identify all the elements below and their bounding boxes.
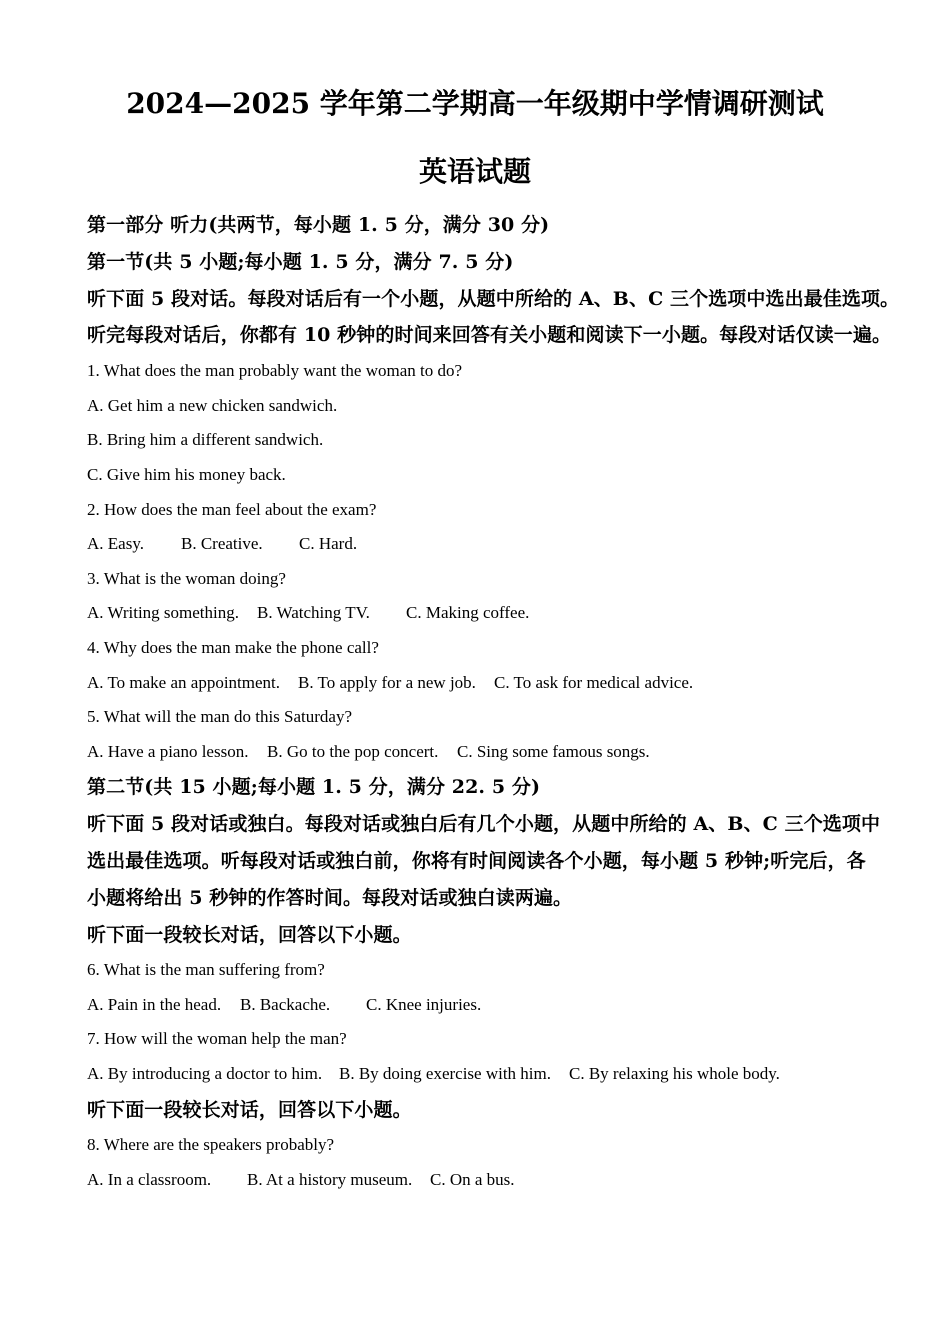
option: B. Bring him a different sandwich. [87,430,324,450]
option: B. By doing exercise with him. [339,1064,552,1084]
option: A. Get him a new chicken sandwich. [87,395,338,415]
option: A. Writing something. [87,603,239,623]
dialogue-intro: 听下面一段较长对话，回答以下小题。 [87,923,412,946]
options-row [87,527,887,562]
option: A. Pain in the head. [87,994,222,1014]
question: 7. How will the woman help the man? [87,1029,347,1049]
section2-heading: 第二节(共 15 小题;每小题 1. 5 分，满分 22. 5 分) [87,776,541,799]
section2-instruction: 小题将给出 5 秒钟的作答时间。每段对话或独白读两遍。 [87,886,573,909]
section1-instruction: 听下面 5 段对话。每段对话后有一个小题，从题中所给的 A、B、C 三个选项中选出最佳选项。 [87,287,900,310]
options-row [87,1057,887,1092]
option: B. Creative. [181,534,263,554]
option: C. By relaxing his whole body. [569,1064,780,1084]
option: C. Give him his money back. [87,464,286,484]
option: C. Knee injuries. [366,994,482,1014]
section1-heading: 第一节(共 5 小题;每小题 1. 5 分，满分 7. 5 分) [87,250,514,273]
option: C. To ask for medical advice. [494,672,694,692]
option: C. Sing some famous songs. [457,741,650,761]
question: 1. What does the man probably want the woman to do? [87,361,463,381]
option: C. Hard. [299,534,358,554]
question: 6. What is the man suffering from? [87,960,325,980]
part1-heading: 第一部分 听力(共两节，每小题 1. 5 分，满分 30 分) [87,214,550,236]
options-row [87,988,887,1023]
option: C. Making coffee. [406,603,530,623]
option: B. Go to the pop concert. [267,741,439,761]
question: 4. Why does the man make the phone call? [87,637,379,657]
question: 3. What is the woman doing? [87,568,286,588]
options-row [87,666,887,701]
option: C. On a bus. [430,1170,515,1190]
option: B. At a history museum. [247,1170,413,1190]
options-row [87,1163,887,1198]
exam-subtitle: 英语试题 [418,155,531,188]
option: A. Easy. [87,534,144,554]
option: B. Watching TV. [257,603,370,623]
option: A. Have a piano lesson. [87,741,249,761]
dialogue-intro: 听下面一段较长对话，回答以下小题。 [87,1098,412,1121]
option: B. Backache. [240,994,331,1014]
section1-instruction: 听完每段对话后，你都有 10 秒钟的时间来回答有关小题和阅读下一小题。每段对话仅读一遍。 [87,324,892,347]
question: 5. What will the man do this Saturday? [87,707,353,727]
exam-content [87,207,900,1198]
options-row [87,596,887,631]
section2-instruction: 听下面 5 段对话或独白。每段对话或独白后有几个小题，从题中所给的 A、B、C 三个选项中 [87,813,881,836]
exam-title: 2024—2025 学年第二学期高一年级期中学情调研测试 [126,87,824,120]
question: 8. Where are the speakers probably? [87,1135,335,1155]
options-row [87,735,887,770]
option: A. By introducing a doctor to him. [87,1064,323,1084]
option: A. In a classroom. [87,1170,212,1190]
option: B. To apply for a new job. [298,672,476,692]
section2-instruction: 选出最佳选项。听每段对话或独白前，你将有时间阅读各个小题，每小题 5 秒钟;听完后，各 [87,849,866,872]
option: A. To make an appointment. [87,672,281,692]
question: 2. How does the man feel about the exam? [87,499,377,519]
